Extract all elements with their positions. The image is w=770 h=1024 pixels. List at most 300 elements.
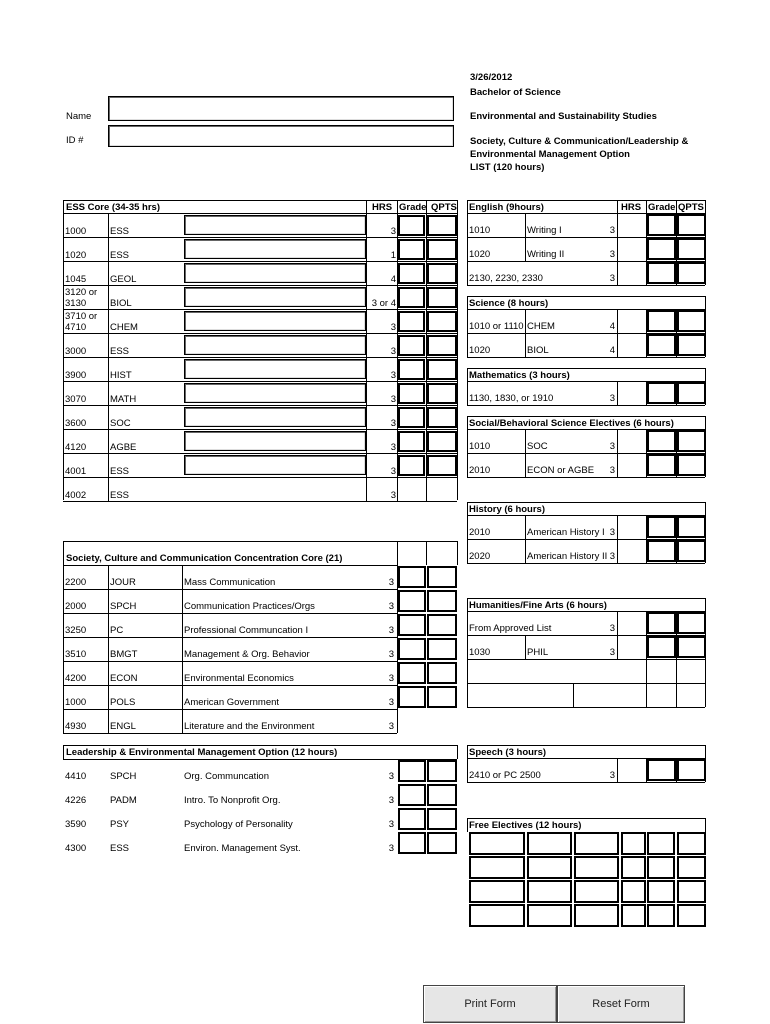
table-rule	[705, 745, 706, 758]
course-number: 3070	[65, 394, 87, 405]
qpts-field[interactable]	[427, 808, 457, 830]
elective-field[interactable]	[574, 832, 619, 855]
table-rule	[108, 381, 109, 405]
col-grade: Grade	[399, 202, 427, 213]
qpts-field[interactable]	[677, 310, 706, 332]
qpts-field[interactable]	[427, 407, 457, 428]
math-title: Mathematics (3 hours)	[469, 370, 570, 381]
qpts-field[interactable]	[427, 335, 457, 356]
course-title: American Government	[184, 697, 280, 708]
course-title: Communication Practices/Orgs	[184, 601, 315, 612]
table-rule	[467, 453, 468, 477]
course-dept: SOC	[110, 418, 131, 429]
table-rule	[108, 477, 109, 501]
course-entry-field[interactable]	[184, 287, 366, 307]
course-number: 2130, 2230, 2330	[469, 273, 543, 284]
course-number: 3900	[65, 370, 87, 381]
course-dept: CHEM	[110, 322, 138, 333]
course-hrs: 3	[388, 771, 394, 782]
table-rule	[705, 416, 706, 429]
col-qpts: QPTS	[678, 202, 704, 213]
elective-field[interactable]	[621, 880, 646, 903]
elective-field[interactable]	[621, 856, 646, 879]
grade-field[interactable]	[398, 407, 425, 428]
reset-form-button[interactable]: Reset Form	[557, 985, 685, 1023]
table-rule	[467, 416, 468, 429]
qpts-field[interactable]	[677, 612, 706, 634]
course-entry-field[interactable]	[184, 239, 366, 259]
course-entry-field[interactable]	[184, 455, 366, 475]
elective-field[interactable]	[647, 832, 675, 855]
elective-field[interactable]	[621, 904, 646, 927]
grade-field[interactable]	[398, 832, 426, 854]
grade-field[interactable]	[398, 383, 425, 404]
grade-field[interactable]	[647, 334, 676, 356]
course-number: 1020	[65, 250, 87, 261]
table-rule	[646, 659, 647, 683]
elective-field[interactable]	[677, 880, 706, 903]
course-dept: PC	[110, 625, 124, 636]
grade-field[interactable]	[398, 662, 426, 684]
grade-field[interactable]	[398, 590, 426, 612]
grade-field[interactable]	[647, 516, 676, 538]
course-hrs: 3	[388, 625, 394, 636]
course-hrs: 3	[388, 795, 394, 806]
course-dept: ESS	[110, 250, 130, 261]
course-entry-field[interactable]	[184, 383, 366, 403]
grade-field[interactable]	[647, 454, 676, 476]
elective-field[interactable]	[574, 904, 619, 927]
program-title: Environmental and Sustainability Studies	[470, 111, 657, 122]
elective-field[interactable]	[527, 856, 572, 879]
qpts-field[interactable]	[427, 638, 457, 660]
table-rule	[617, 381, 618, 405]
course-hrs: 3	[388, 601, 394, 612]
course-hrs: 3	[390, 394, 396, 405]
table-rule	[617, 309, 618, 333]
course-title: Writing II	[527, 249, 565, 260]
elective-field[interactable]	[469, 832, 525, 855]
table-rule	[467, 539, 468, 563]
table-rule	[426, 477, 427, 501]
course-number: 4930	[65, 721, 87, 732]
table-rule	[467, 515, 468, 539]
course-number: 1010	[469, 441, 491, 452]
table-rule	[182, 709, 183, 733]
course-hrs: 3	[609, 647, 615, 658]
table-rule	[366, 200, 367, 213]
grade-field[interactable]	[647, 382, 676, 404]
table-rule	[182, 685, 183, 709]
grade-field[interactable]	[398, 335, 425, 356]
course-number: 1130, 1830, or 1910	[469, 393, 554, 404]
table-rule	[617, 635, 618, 659]
table-rule	[617, 611, 618, 635]
course-dept: AGBE	[110, 442, 137, 453]
course-title: Psychology of Personality	[184, 819, 293, 830]
table-rule	[108, 709, 109, 733]
qpts-field[interactable]	[677, 636, 706, 658]
table-rule	[182, 589, 183, 613]
table-rule	[467, 200, 468, 213]
name-label: Name	[66, 111, 92, 122]
table-rule	[457, 200, 458, 500]
table-rule	[705, 818, 706, 832]
course-dept: SPCH	[110, 771, 137, 782]
table-rule	[467, 502, 468, 515]
course-hrs: 3	[609, 770, 615, 781]
elective-field[interactable]	[677, 832, 706, 855]
qpts-field[interactable]	[427, 686, 457, 708]
course-hrs: 3	[390, 466, 396, 477]
qpts-field[interactable]	[677, 334, 706, 356]
table-rule	[617, 333, 618, 357]
grade-field[interactable]	[647, 759, 676, 781]
elective-field[interactable]	[527, 904, 572, 927]
elective-field[interactable]	[574, 856, 619, 879]
course-hrs: 3	[609, 225, 615, 236]
qpts-field[interactable]	[677, 759, 706, 781]
qpts-field[interactable]	[427, 784, 457, 806]
course-title: Environmental Economics	[184, 673, 294, 684]
course-hrs: 3	[609, 249, 615, 260]
grade-field[interactable]	[647, 612, 676, 634]
course-hrs: 3	[609, 623, 615, 634]
table-rule	[63, 589, 397, 590]
course-dept: PSY	[110, 819, 130, 830]
table-rule	[525, 515, 526, 539]
table-rule	[467, 659, 705, 660]
grade-field[interactable]	[647, 430, 676, 452]
grade-field[interactable]	[398, 784, 426, 806]
qpts-field[interactable]	[427, 566, 457, 588]
elective-field[interactable]	[677, 856, 706, 879]
elective-field[interactable]	[469, 904, 525, 927]
course-hrs: 3	[388, 819, 394, 830]
option-title-line1: Society, Culture & Communication/Leadership &	[470, 136, 689, 147]
table-rule	[467, 237, 468, 261]
course-entry-field[interactable]	[184, 431, 366, 451]
elective-field[interactable]	[677, 904, 706, 927]
qpts-field[interactable]	[677, 214, 706, 236]
ess-core-title: ESS Core (34-35 hrs)	[66, 202, 160, 213]
table-rule	[617, 539, 618, 563]
elective-field[interactable]	[527, 832, 572, 855]
grade-field[interactable]	[398, 215, 425, 236]
qpts-field[interactable]	[427, 311, 457, 332]
table-rule	[467, 368, 468, 381]
table-rule	[108, 261, 109, 285]
course-hrs: 3	[390, 418, 396, 429]
table-rule	[63, 745, 64, 759]
table-rule	[617, 200, 618, 213]
table-rule	[467, 635, 468, 659]
table-rule	[426, 541, 427, 565]
course-number: 4300	[65, 843, 87, 854]
table-rule	[467, 683, 468, 707]
table-rule	[676, 659, 677, 683]
table-rule	[617, 237, 618, 261]
table-rule	[182, 613, 183, 637]
table-rule	[467, 598, 705, 599]
course-title: PHIL	[527, 647, 549, 658]
grade-field[interactable]	[398, 760, 426, 782]
course-entry-field[interactable]	[184, 335, 366, 355]
table-rule	[108, 429, 109, 453]
table-rule	[108, 357, 109, 381]
grade-field[interactable]	[398, 239, 425, 260]
qpts-field[interactable]	[677, 430, 706, 452]
table-rule	[467, 758, 468, 782]
table-rule	[467, 502, 705, 503]
table-rule	[397, 541, 398, 565]
table-rule	[705, 368, 706, 381]
course-number-alt: 3710 or	[65, 311, 98, 322]
table-rule	[467, 611, 468, 635]
table-rule	[617, 261, 618, 285]
course-hrs: 3	[609, 465, 615, 476]
name-field[interactable]	[108, 96, 454, 121]
course-number: 4001	[65, 466, 87, 477]
table-rule	[467, 309, 468, 333]
course-number: 1020	[469, 249, 491, 260]
qpts-field[interactable]	[427, 263, 457, 284]
table-rule	[525, 453, 526, 477]
qpts-field[interactable]	[677, 382, 706, 404]
table-rule	[63, 200, 64, 500]
table-rule	[573, 683, 574, 707]
table-rule	[525, 237, 526, 261]
qpts-field[interactable]	[427, 662, 457, 684]
qpts-field[interactable]	[427, 383, 457, 404]
table-rule	[467, 707, 705, 708]
table-rule	[108, 589, 109, 613]
id-label: ID #	[66, 135, 84, 146]
course-entry-field[interactable]	[184, 407, 366, 427]
course-number: 4002	[65, 490, 87, 501]
table-rule	[467, 429, 468, 453]
course-number: 4226	[65, 795, 87, 806]
qpts-field[interactable]	[427, 614, 457, 636]
qpts-field[interactable]	[677, 540, 706, 562]
table-rule	[467, 296, 468, 309]
table-rule	[705, 200, 706, 213]
table-rule	[617, 453, 618, 477]
course-dept: ESS	[110, 226, 130, 237]
elective-field[interactable]	[647, 856, 675, 879]
course-dept: ENGL	[110, 721, 136, 732]
table-rule	[646, 200, 647, 213]
table-rule	[108, 285, 109, 309]
course-title: Environ. Management Syst.	[184, 843, 301, 854]
print-form-button[interactable]: Print Form	[423, 985, 557, 1023]
course-dept: POLS	[110, 697, 136, 708]
course-entry-field[interactable]	[184, 263, 366, 283]
course-number: 1000	[65, 226, 87, 237]
course-number: 1010 or 1110	[469, 321, 524, 332]
grade-field[interactable]	[398, 359, 425, 380]
qpts-field[interactable]	[677, 454, 706, 476]
qpts-field[interactable]	[427, 431, 457, 452]
table-rule	[617, 429, 618, 453]
qpts-field[interactable]	[427, 455, 457, 476]
qpts-field[interactable]	[427, 215, 457, 236]
table-rule	[457, 541, 458, 565]
table-rule	[467, 368, 705, 369]
degree-title: Bachelor of Science	[470, 87, 561, 98]
table-rule	[525, 333, 526, 357]
table-rule	[467, 782, 705, 783]
elective-field[interactable]	[621, 832, 646, 855]
course-number: 2410 or PC 2500	[469, 770, 541, 781]
table-rule	[467, 818, 705, 819]
table-rule	[63, 685, 397, 686]
course-hrs: 3	[390, 346, 396, 357]
grade-field[interactable]	[398, 431, 425, 452]
course-hrs: 3	[609, 393, 615, 404]
table-rule	[467, 818, 468, 832]
course-dept: PADM	[110, 795, 137, 806]
table-rule	[467, 745, 468, 758]
course-hrs: 3	[390, 370, 396, 381]
table-rule	[108, 637, 109, 661]
elective-field[interactable]	[527, 880, 572, 903]
course-hrs: 3	[388, 721, 394, 732]
course-hrs: 3	[388, 843, 394, 854]
course-hrs: 4	[609, 345, 615, 356]
grade-field[interactable]	[647, 238, 676, 260]
course-hrs: 3	[390, 322, 396, 333]
grade-field[interactable]	[398, 566, 426, 588]
table-rule	[467, 745, 705, 746]
course-number: 3590	[65, 819, 87, 830]
col-qpts: QPTS	[431, 202, 457, 213]
course-number: 2200	[65, 577, 87, 588]
qpts-field[interactable]	[677, 262, 706, 284]
list-hours: LIST (120 hours)	[470, 162, 545, 173]
col-hrs: HRS	[621, 202, 642, 213]
grade-field[interactable]	[398, 287, 425, 308]
course-hrs: 3	[390, 226, 396, 237]
grade-field[interactable]	[647, 636, 676, 658]
table-rule	[467, 563, 705, 564]
grade-field[interactable]	[398, 638, 426, 660]
grade-field[interactable]	[398, 263, 425, 284]
table-rule	[108, 237, 109, 261]
elective-field[interactable]	[647, 904, 675, 927]
grade-field[interactable]	[398, 614, 426, 636]
table-rule	[705, 296, 706, 309]
free-title: Free Electives (12 hours)	[469, 820, 582, 831]
course-number: 4710	[65, 322, 87, 333]
qpts-field[interactable]	[427, 359, 457, 380]
course-title: BIOL	[527, 345, 549, 356]
grade-field[interactable]	[398, 686, 426, 708]
table-rule	[525, 635, 526, 659]
course-title: Intro. To Nonprofit Org.	[184, 795, 281, 806]
elective-field[interactable]	[647, 880, 675, 903]
grade-field[interactable]	[647, 310, 676, 332]
grade-field[interactable]	[398, 808, 426, 830]
course-hrs: 4	[609, 321, 615, 332]
table-rule	[108, 213, 109, 237]
history-title: History (6 hours)	[469, 504, 546, 515]
course-number-alt: 3120 or	[65, 287, 98, 298]
form-date: 3/26/2012	[470, 72, 513, 83]
course-title: CHEM	[527, 321, 555, 332]
grade-field[interactable]	[398, 311, 425, 332]
course-dept: GEOL	[110, 274, 137, 285]
course-number: From Approved List	[469, 623, 552, 634]
qpts-field[interactable]	[427, 239, 457, 260]
course-entry-field[interactable]	[184, 311, 366, 331]
science-title: Science (8 hours)	[469, 298, 549, 309]
course-hrs: 3	[388, 577, 394, 588]
course-number: 2010	[469, 527, 491, 538]
table-rule	[705, 659, 706, 683]
course-dept: ESS	[110, 466, 130, 477]
table-rule	[617, 515, 618, 539]
table-rule	[467, 683, 705, 684]
elective-field[interactable]	[469, 856, 525, 879]
table-rule	[108, 661, 109, 685]
table-rule	[63, 637, 397, 638]
elective-field[interactable]	[469, 880, 525, 903]
table-rule	[467, 416, 705, 417]
table-rule	[63, 745, 457, 746]
course-title: SOC	[527, 441, 548, 452]
qpts-field[interactable]	[677, 516, 706, 538]
course-title: Writing I	[527, 225, 562, 236]
grade-field[interactable]	[647, 262, 676, 284]
qpts-field[interactable]	[427, 760, 457, 782]
social-title: Social/Behavioral Science Electives (6 hours)	[469, 418, 674, 429]
table-rule	[525, 539, 526, 563]
option-title-line2: Environmental Management Option	[470, 149, 630, 160]
course-number: 1045	[65, 274, 87, 285]
grade-field[interactable]	[647, 214, 676, 236]
english-title: English (9hours)	[469, 202, 544, 213]
grade-field[interactable]	[398, 455, 425, 476]
table-rule	[63, 661, 397, 662]
col-hrs: HRS	[372, 202, 393, 213]
course-number: 1020	[469, 345, 491, 356]
table-rule	[108, 613, 109, 637]
elective-field[interactable]	[574, 880, 619, 903]
course-entry-field[interactable]	[184, 215, 366, 235]
course-title: ECON or AGBE	[527, 465, 595, 476]
qpts-field[interactable]	[427, 832, 457, 854]
table-rule	[676, 683, 677, 707]
qpts-field[interactable]	[427, 287, 457, 308]
qpts-field[interactable]	[677, 238, 706, 260]
table-rule	[397, 200, 398, 213]
table-rule	[182, 565, 183, 589]
course-entry-field[interactable]	[184, 359, 366, 379]
course-dept: ESS	[110, 490, 130, 501]
id-field[interactable]	[108, 125, 454, 147]
course-dept: JOUR	[110, 577, 136, 588]
qpts-field[interactable]	[427, 590, 457, 612]
speech-title: Speech (3 hours)	[469, 747, 547, 758]
table-rule	[63, 565, 397, 566]
course-number: 1030	[469, 647, 491, 658]
course-dept: ESS	[110, 843, 130, 854]
course-hrs: 3	[390, 490, 396, 501]
course-hrs: 3	[390, 442, 396, 453]
table-rule	[705, 502, 706, 515]
grade-field[interactable]	[647, 540, 676, 562]
